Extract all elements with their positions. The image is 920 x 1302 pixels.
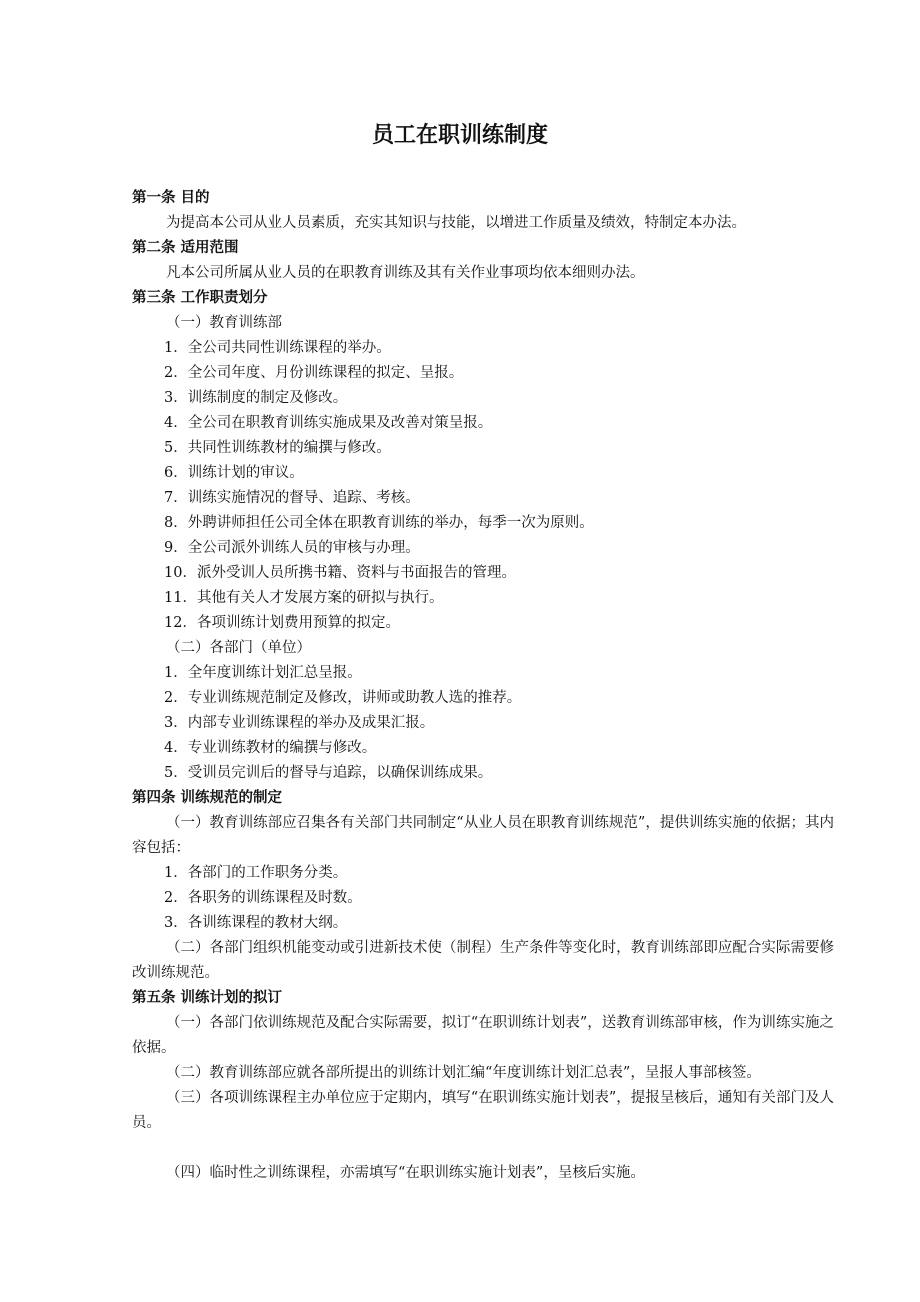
article-4-heading: 第四条 训练规范的制定	[132, 790, 283, 806]
article-1-heading: 第一条 目的	[132, 190, 210, 206]
list-item: 3．各训练课程的教材大纲。	[164, 915, 348, 931]
list-item: 10．派外受训人员所携书籍、资料与书面报告的管理。	[164, 565, 516, 581]
article-5-paragraph-3: （三）各项训练课程主办单位应于定期内，填写“在职训练实施计划表”，提报呈核后，通知有关部门及人员。	[132, 1090, 834, 1131]
list-item: 8．外聘讲师担任公司全体在职教育训练的举办，每季一次为原则。	[164, 515, 594, 531]
article-5-heading: 第五条 训练计划的拟订	[132, 990, 283, 1006]
article-4-paragraph-2: （二）各部门组织机能变动或引进新技术使（制程）生产条件等变化时，教育训练部即应配合实际需要修改训练规范。	[132, 940, 834, 981]
list-item: 2．各职务的训练课程及时数。	[164, 890, 362, 906]
article-5-paragraph-1: （一）各部门依训练规范及配合实际需要，拟订“在职训练计划表”，送教育训练部审核，作为训练实施之依据。	[132, 1015, 834, 1056]
list-item: 2．全公司年度、月份训练课程的拟定、呈报。	[164, 365, 464, 381]
list-item: 1．全公司共同性训练课程的举办。	[164, 340, 391, 356]
list-item: 9．全公司派外训练人员的审核与办理。	[164, 540, 420, 556]
article-1-text: 为提高本公司从业人员素质，充实其知识与技能，以增进工作质量及绩效，特制定本办法。	[166, 215, 746, 231]
article-3-group-2-label: （二）各部门（单位）	[166, 640, 311, 656]
article-5-paragraph-2: （二）教育训练部应就各部所提出的训练计划汇编“年度训练计划汇总表”，呈报人事部核签。	[166, 1065, 761, 1081]
article-5-paragraph-4: （四）临时性之训练课程，亦需填写“在职训练实施计划表”，呈核后实施。	[166, 1165, 645, 1181]
article-3-heading: 第三条 工作职责划分	[132, 290, 268, 306]
list-item: 3．内部专业训练课程的举办及成果汇报。	[164, 715, 435, 731]
list-item: 5．受训员完训后的督导与追踪，以确保训练成果。	[164, 765, 493, 781]
list-item: 6．训练计划的审议。	[164, 465, 304, 481]
list-item: 2．专业训练规范制定及修改，讲师或助教人选的推荐。	[164, 690, 522, 706]
document-body	[132, 186, 834, 1186]
list-item: 4．专业训练教材的编撰与修改。	[164, 740, 377, 756]
paragraph-gap	[132, 1136, 834, 1161]
list-item: 4．全公司在职教育训练实施成果及改善对策呈报。	[164, 415, 493, 431]
article-2-text: 凡本公司所属从业人员的在职教育训练及其有关作业事项均依本细则办法。	[166, 265, 645, 281]
article-2-heading: 第二条 适用范围	[132, 240, 239, 256]
page-title: 员工在职训练制度	[371, 123, 548, 148]
article-4-paragraph-1: （一）教育训练部应召集各有关部门共同制定“从业人员在职教育训练规范”，提供训练实施的依据；其内容包括：	[132, 815, 834, 856]
list-item: 11．其他有关人才发展方案的研拟与执行。	[164, 590, 444, 606]
list-item: 1．各部门的工作职务分类。	[164, 865, 348, 881]
list-item: 3．训练制度的制定及修改。	[164, 390, 348, 406]
list-item: 1．全年度训练计划汇总呈报。	[164, 665, 362, 681]
article-3-group-1-label: （一）教育训练部	[166, 315, 282, 331]
list-item: 5．共同性训练教材的编撰与修改。	[164, 440, 391, 456]
list-item: 12．各项训练计划费用预算的拟定。	[164, 615, 400, 631]
list-item: 7．训练实施情况的督导、追踪、考核。	[164, 490, 420, 506]
